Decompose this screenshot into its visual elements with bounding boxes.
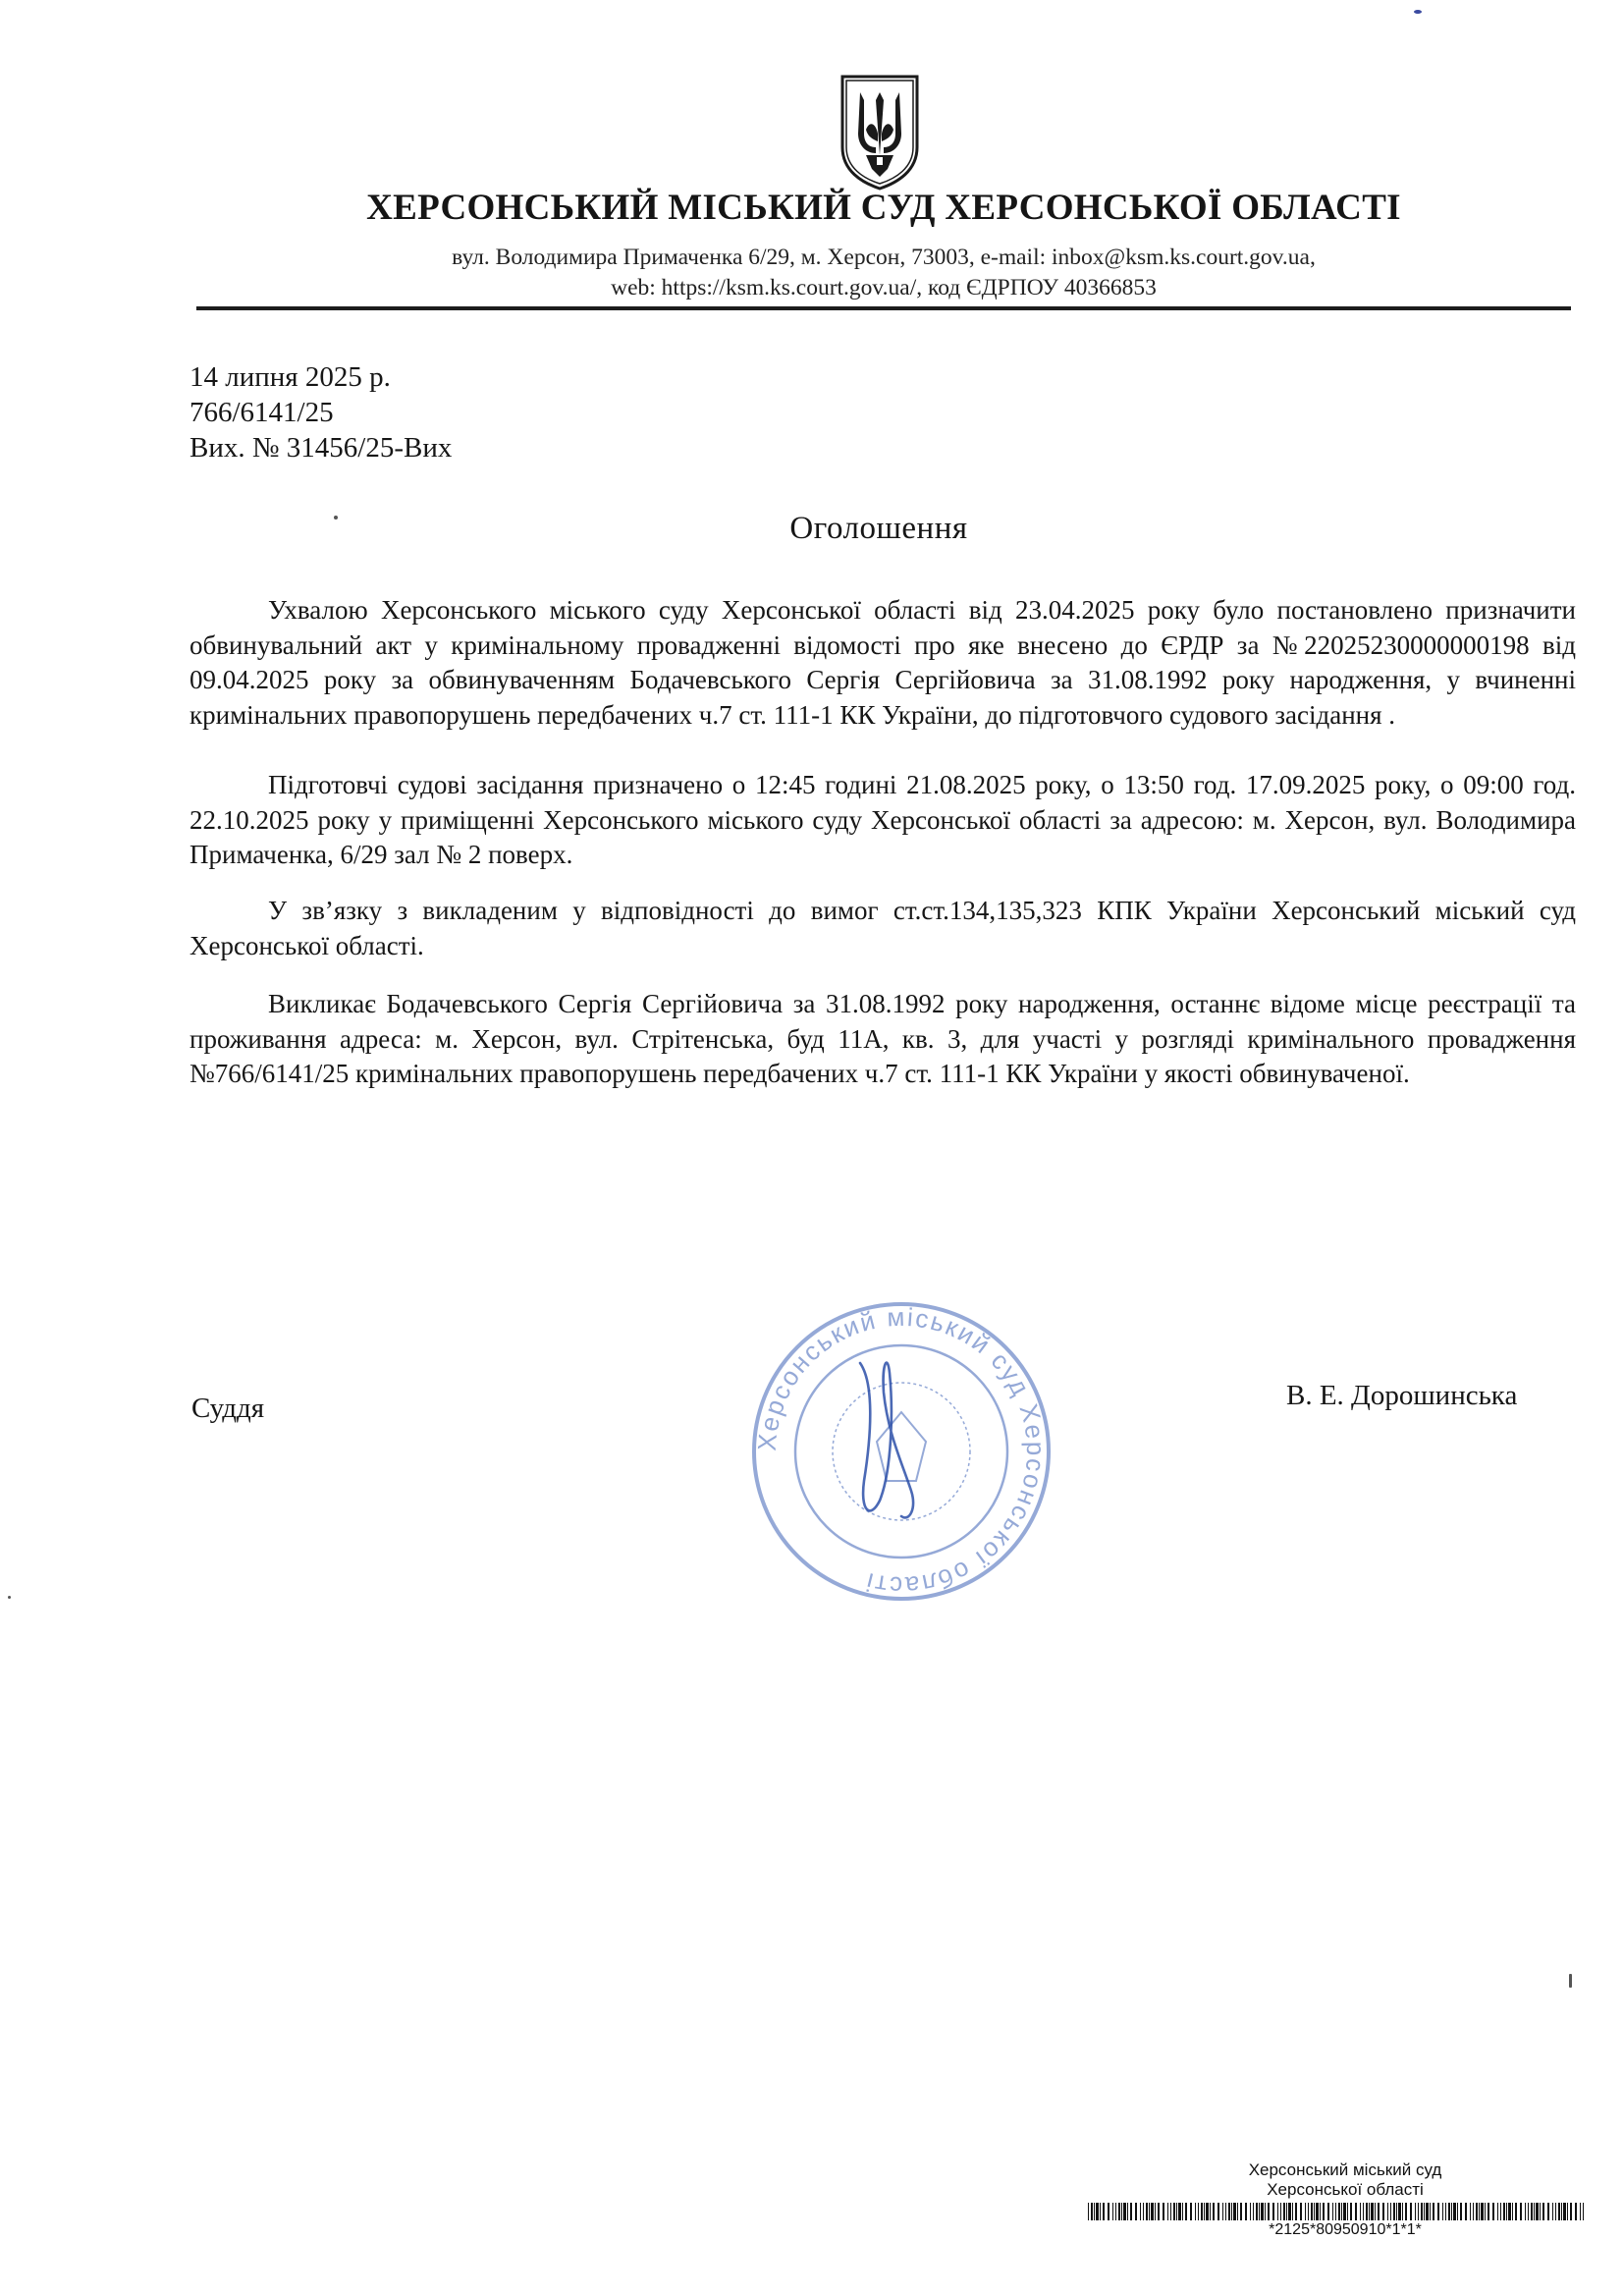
body-paragraph: Викликає Бодачевського Сергія Сергійовича за 31.08.1992 року народження, останнє відоме місце реєстрації та проживання адреса: м. Херсон, вул. Стрітенська, буд 11А, кв. 3, для участі у розгляді кримінального провадження №766/6141/25 кримінальних правопорушень передбачених ч.7 ст. 111-1 КК України у якості обвинуваченої. <box>189 989 1576 1088</box>
barcode-bar <box>1520 2203 1522 2220</box>
barcode-bar <box>1151 2203 1154 2220</box>
barcode-bar <box>1497 2203 1498 2220</box>
barcode-bar <box>1542 2203 1544 2220</box>
barcode-bar <box>1118 2203 1120 2220</box>
barcode-bar <box>1575 2203 1577 2220</box>
barcode-bar <box>1332 2203 1333 2220</box>
barcode-bar <box>1341 2203 1342 2220</box>
barcode-bar <box>1288 2203 1291 2220</box>
barcode-bar <box>1286 2203 1287 2220</box>
court-web-line: web: https://ksm.ks.court.gov.ua/, код ЄДРПОУ 40366853 <box>611 275 1157 301</box>
barcode-bar <box>1552 2203 1553 2220</box>
barcode-bar <box>1213 2203 1215 2220</box>
header-divider <box>196 306 1571 310</box>
barcode-bar <box>1253 2203 1254 2220</box>
barcode-bar <box>1453 2203 1456 2220</box>
barcode-bar <box>1206 2203 1209 2220</box>
barcode-bar <box>1112 2203 1113 2220</box>
barcode-bar <box>1534 2203 1535 2220</box>
scan-speck <box>8 1596 11 1599</box>
barcode-bar <box>1280 2203 1281 2220</box>
barcode-bar <box>1563 2203 1566 2220</box>
barcode-bar <box>1369 2203 1370 2220</box>
barcode-bar <box>1366 2203 1368 2220</box>
barcode-bar <box>1390 2203 1391 2220</box>
barcode-bar <box>1437 2203 1439 2220</box>
barcode-bar <box>1091 2203 1093 2220</box>
barcode-bar <box>1410 2203 1412 2220</box>
barcode-bar <box>1185 2203 1187 2220</box>
barcode-bar <box>1121 2203 1122 2220</box>
barcode-bar <box>1512 2203 1513 2220</box>
barcode-bar <box>1473 2203 1474 2220</box>
barcode-bar <box>1222 2203 1223 2220</box>
barcode-bar <box>1503 2203 1505 2220</box>
document-meta <box>189 359 452 465</box>
barcode-bar <box>1225 2203 1226 2220</box>
body-paragraph: У зв’язку з викладеним у відповідності до вимог ст.ст.134,135,323 КПК України Херсонський міський суд Херсонської області. <box>189 896 1576 960</box>
barcode-bar <box>1457 2203 1458 2220</box>
barcode-bar <box>1393 2203 1395 2220</box>
barcode-bar <box>1515 2203 1517 2220</box>
barcode-bar <box>1268 2203 1270 2220</box>
barcode-bar <box>1158 2203 1160 2220</box>
barcode-bar <box>1470 2203 1471 2220</box>
barcode-bar <box>1531 2203 1533 2220</box>
barcode-bar <box>1259 2203 1260 2220</box>
barcode-bar <box>1305 2203 1306 2220</box>
barcode-bar <box>1492 2203 1494 2220</box>
barcode-bar <box>1485 2203 1486 2220</box>
barcode-bar <box>1448 2203 1450 2220</box>
barcode-bar <box>1155 2203 1156 2220</box>
barcode-bar <box>1360 2203 1361 2220</box>
stamp-text: Херсонський міський суд Херсонської області <box>751 1301 1052 1602</box>
barcode-bar <box>1103 2203 1105 2220</box>
barcode-bar <box>1580 2203 1581 2220</box>
barcode-bar <box>1195 2203 1196 2220</box>
barcode-bar <box>1256 2203 1258 2220</box>
barcode-bar <box>1240 2203 1242 2220</box>
barcode-bar <box>1405 2203 1407 2220</box>
barcode-bar <box>1536 2203 1539 2220</box>
scan-speck <box>334 516 338 519</box>
barcode-bar <box>1320 2203 1321 2220</box>
barcode-bar <box>1231 2203 1232 2220</box>
barcode-bar <box>1488 2203 1489 2220</box>
barcode-bar <box>1127 2203 1128 2220</box>
barcode-bar <box>1547 2203 1549 2220</box>
barcode-bar <box>1265 2203 1266 2220</box>
barcode-bar <box>1178 2203 1181 2220</box>
barcode-bar <box>1378 2203 1380 2220</box>
barcode-bar <box>1528 2203 1529 2220</box>
barcode-bar <box>1426 2203 1429 2220</box>
barcode-bar <box>1217 2203 1219 2220</box>
barcode-bar <box>1387 2203 1388 2220</box>
barcode-bar <box>1402 2203 1403 2220</box>
barcode-bar <box>1295 2203 1297 2220</box>
barcode-bar <box>1424 2203 1425 2220</box>
barcode-bar <box>1481 2203 1484 2220</box>
barcode-bar <box>1396 2203 1397 2220</box>
scan-speck <box>1414 10 1422 14</box>
barcode-bar <box>1555 2203 1556 2220</box>
barcode-bar <box>1398 2203 1401 2220</box>
outgoing-number: Вих. № 31456/25-Вих <box>189 432 453 464</box>
court-name: ХЕРСОНСЬКИЙ МІСЬКИЙ СУД ХЕРСОНСЬКОЇ ОБЛАСТІ <box>366 188 1401 228</box>
barcode-bar <box>1433 2203 1434 2220</box>
barcode-bar <box>1233 2203 1236 2220</box>
barcode-bar <box>1201 2203 1203 2220</box>
barcode-bar <box>1163 2203 1164 2220</box>
judge-signature <box>860 1363 913 1518</box>
barcode-bar <box>1343 2203 1346 2220</box>
document-title: Оголошення <box>789 511 968 546</box>
barcode-bar <box>1363 2203 1364 2220</box>
barcode-bar <box>1327 2203 1329 2220</box>
barcode-bar <box>1451 2203 1452 2220</box>
barcode-bar <box>1115 2203 1116 2220</box>
barcode-bar <box>1445 2203 1446 2220</box>
barcode-bar <box>1371 2203 1374 2220</box>
barcode-bar <box>1277 2203 1278 2220</box>
barcode-bar <box>1500 2203 1501 2220</box>
barcode-region-line: Херсонської області <box>1267 2180 1424 2199</box>
barcode-bar <box>1237 2203 1238 2220</box>
barcode-bar <box>1300 2203 1302 2220</box>
barcode-bar <box>1567 2203 1568 2220</box>
barcode-bar <box>1355 2203 1357 2220</box>
barcode-bar <box>1130 2203 1132 2220</box>
judge-label: Суддя <box>191 1393 265 1424</box>
barcode-bar <box>1204 2203 1205 2220</box>
barcode-bar <box>1228 2203 1230 2220</box>
barcode-bar <box>1149 2203 1150 2220</box>
body-paragraph: Підготовчі судові засідання призначено о 12:45 годині 21.08.2025 року, о 13:50 год. 17.09.2025 року, о 09:00 год. 22.10.2025 року у приміщенні Херсонського міського суду Херсонської області за адресою: м. Херсон, вул. Володимира Примаченка, 6/29 зал № 2 поверх. <box>189 770 1576 869</box>
barcode-bar <box>1143 2203 1144 2220</box>
barcode-bar <box>1198 2203 1199 2220</box>
barcode-bar <box>1382 2203 1384 2220</box>
barcode-bar <box>1570 2203 1572 2220</box>
barcode <box>1088 2203 1589 2220</box>
barcode-bar <box>1375 2203 1376 2220</box>
body-paragraph: Ухвалою Херсонського міського суду Херсонської області від 23.04.2025 року було постановлено призначити обвинувальний акт у кримінальному провадженні відомості про яке внесено до ЄРДР за №22025230000000198 від 09.04.2025 року за обвинуваченням Бодачевського Сергія Сергійовича за 31.08.1992 року народження, у вчиненні кримінальних правопорушень передбачених ч.7 ст. 111-1 КК України, до підготовчого судового засідання . <box>189 595 1576 730</box>
barcode-bar <box>1479 2203 1480 2220</box>
barcode-bar <box>1460 2203 1462 2220</box>
barcode-court-line: Херсонський міський суд <box>1248 2160 1442 2179</box>
barcode-bar <box>1292 2203 1293 2220</box>
barcode-bar <box>1250 2203 1251 2220</box>
barcode-bar <box>1261 2203 1264 2220</box>
barcode-number: *2125*80950910*1*1* <box>1269 2221 1422 2238</box>
barcode-bar <box>1421 2203 1423 2220</box>
case-number: 766/6141/25 <box>189 397 334 428</box>
barcode-bar <box>1173 2203 1175 2220</box>
barcode-bar <box>1583 2203 1584 2220</box>
barcode-bar <box>1094 2203 1095 2220</box>
barcode-bar <box>1311 2203 1313 2220</box>
barcode-bar <box>1146 2203 1148 2220</box>
barcode-bar <box>1272 2203 1274 2220</box>
court-stamp <box>744 1294 1058 1609</box>
barcode-bar <box>1170 2203 1171 2220</box>
barcode-bar <box>1308 2203 1309 2220</box>
barcode-bar <box>1508 2203 1511 2220</box>
barcode-bar <box>1316 2203 1319 2220</box>
barcode-bar <box>1465 2203 1467 2220</box>
barcode-bar <box>1415 2203 1416 2220</box>
barcode-bar <box>1108 2203 1109 2220</box>
scan-speck <box>1569 1974 1572 1988</box>
barcode-bar <box>1506 2203 1507 2220</box>
barcode-bar <box>1525 2203 1526 2220</box>
barcode-bar <box>1245 2203 1247 2220</box>
barcode-bar <box>1430 2203 1431 2220</box>
barcode-bar <box>1167 2203 1168 2220</box>
barcode-bar <box>1176 2203 1177 2220</box>
barcode-bar <box>1096 2203 1099 2220</box>
barcode-bar <box>1558 2203 1560 2220</box>
barcode-bar <box>1338 2203 1340 2220</box>
barcode-bar <box>1418 2203 1419 2220</box>
barcode-bar <box>1314 2203 1315 2220</box>
barcode-bar <box>1283 2203 1285 2220</box>
judge-name: В. Е. Дорошинська <box>1286 1380 1518 1411</box>
trident-coat-of-arms-icon <box>837 71 923 192</box>
barcode-bar <box>1347 2203 1348 2220</box>
document-date: 14 липня 2025 р. <box>189 361 391 393</box>
barcode-bar <box>1190 2203 1192 2220</box>
court-address-line: вул. Володимира Примаченка 6/29, м. Херсон, 73003, e-mail: inbox@ksm.ks.court.gov.ua, <box>452 245 1316 270</box>
barcode-bar <box>1182 2203 1183 2220</box>
barcode-bar <box>1335 2203 1336 2220</box>
barcode-bar <box>1088 2203 1089 2220</box>
barcode-bar <box>1123 2203 1126 2220</box>
barcode-bar <box>1210 2203 1211 2220</box>
barcode-bar <box>1100 2203 1101 2220</box>
barcode-bar <box>1135 2203 1137 2220</box>
barcode-bar <box>1476 2203 1478 2220</box>
barcode-bar <box>1442 2203 1443 2220</box>
barcode-bar <box>1140 2203 1141 2220</box>
barcode-bar <box>1561 2203 1562 2220</box>
barcode-bar <box>1540 2203 1541 2220</box>
barcode-bar <box>1323 2203 1325 2220</box>
barcode-bar <box>1350 2203 1352 2220</box>
